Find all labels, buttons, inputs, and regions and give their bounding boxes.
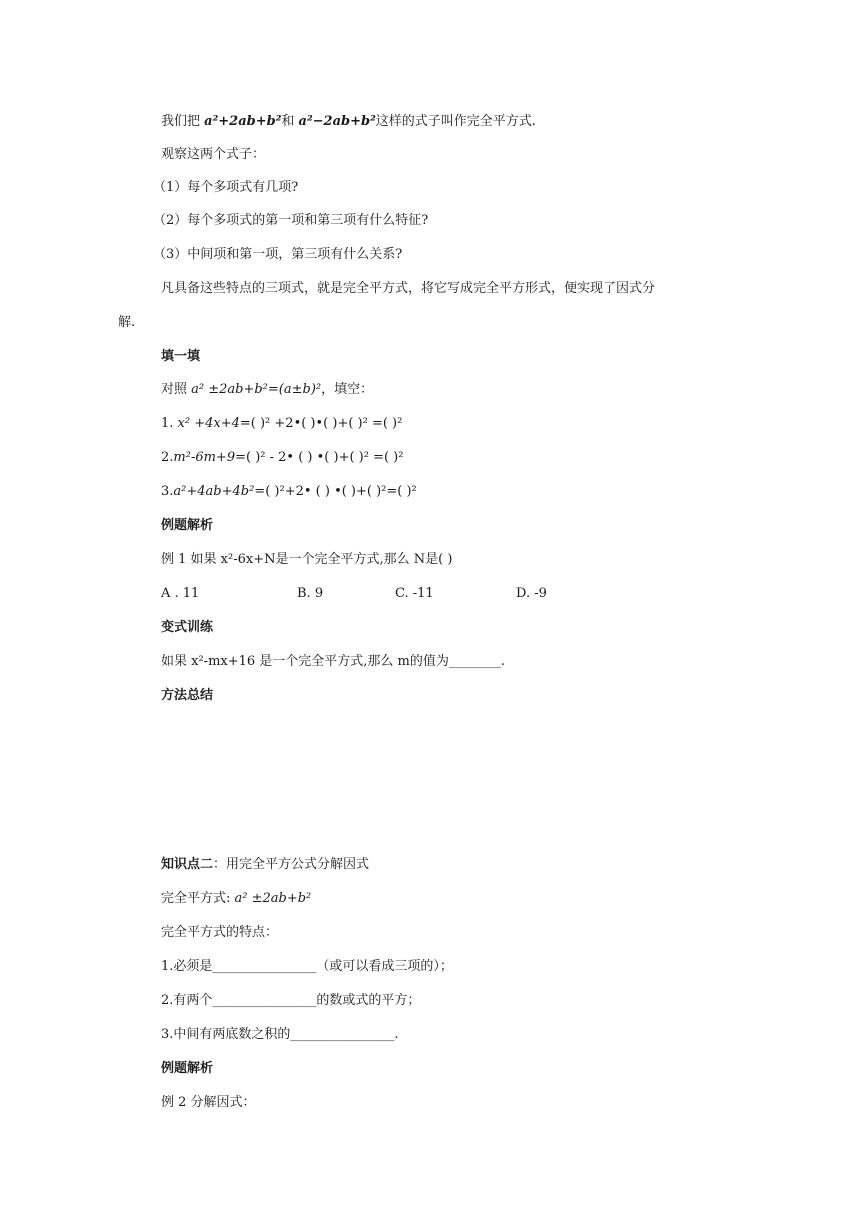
- feature-2: 2.有两个________________的数或式的平方；: [161, 993, 421, 1008]
- option-a: A . 11: [161, 586, 200, 601]
- fill-item-expr: x² +4x+4=: [177, 416, 251, 431]
- fill-item-expr: m²-6m+9=: [173, 450, 246, 465]
- option-c: C. -11: [395, 586, 434, 601]
- fill-intro: [161, 380, 373, 400]
- question-1: （1）每个多项式有几项?: [153, 180, 299, 195]
- fill-item-2: [161, 448, 403, 468]
- definition-label: 完全平方式:: [161, 891, 235, 906]
- intro-prefix: 我们把: [161, 114, 205, 129]
- expr-minus: a²−2ab+b²: [298, 114, 376, 129]
- expr-plus: a²+2ab+b²: [204, 114, 282, 129]
- knowledge2-heading: [161, 855, 369, 875]
- example2-heading: 例题解析: [161, 1061, 214, 1076]
- method-heading: 方法总结: [161, 688, 214, 703]
- fill-formula: a² ±2ab+b²=(a±b)²: [191, 382, 322, 397]
- feature-3: 3.中间有两底数之积的________________.: [161, 1027, 399, 1042]
- conclusion-line-1: 凡具备这些特点的三项式，就是完全平方式，将它写成完全平方形式，便实现了因式分: [161, 281, 656, 296]
- fill-item-lead: 2.: [161, 450, 174, 465]
- fill-item-blanks: ( )² +2•( )•( )+( )² =( )²: [250, 416, 403, 431]
- question-3: （3）中间项和第一项，第三项有什么关系?: [153, 247, 403, 262]
- variant-heading: 变式训练: [161, 620, 214, 635]
- fill-item-blanks: ( )² - 2• ( ) •( )+( )² =( )²: [246, 450, 404, 465]
- option-d: D. -9: [516, 586, 547, 601]
- intro-mid: 和: [281, 114, 299, 129]
- features-title: 完全平方式的特点：: [161, 925, 279, 940]
- fill-item-blanks: ( )²+2• ( ) •( )+( )²=( )²: [265, 484, 417, 499]
- definition-expr: a² ±2ab+b²: [234, 891, 312, 906]
- knowledge2-heading-rest: ：用完全平方公式分解因式: [213, 857, 370, 872]
- fill-intro-prefix: 对照: [161, 382, 192, 397]
- fill-item-lead: 1.: [161, 416, 178, 431]
- variant-question: 如果 x²-mx+16 是一个完全平方式,那么 m的值为________.: [161, 654, 506, 669]
- intro-suffix: 这样的式子叫作完全平方式.: [375, 114, 536, 129]
- option-b: B. 9: [297, 586, 324, 601]
- fill-item-1: [161, 414, 402, 434]
- conclusion-line-2: 解.: [118, 315, 136, 330]
- intro-paragraph: [161, 112, 536, 132]
- example1-question: 例 1 如果 x²-6x+N是一个完全平方式,那么 N是( ): [161, 552, 453, 567]
- question-2: （2）每个多项式的第一项和第三项有什么特征?: [153, 213, 429, 228]
- fill-item-lead: 3.: [161, 484, 174, 499]
- example1-heading: 例题解析: [161, 518, 214, 533]
- fill-item-3: [161, 482, 417, 502]
- fill-heading: 填一填: [161, 349, 201, 364]
- example2-question: 例 2 分解因式：: [161, 1095, 256, 1110]
- example1-options: [161, 584, 547, 604]
- fill-item-expr: a²+4ab+4b²=: [173, 484, 266, 499]
- fill-intro-suffix: ，填空：: [321, 382, 374, 397]
- observe-text: 观察这两个式子：: [161, 147, 266, 162]
- knowledge2-heading-bold: 知识点二: [161, 857, 214, 872]
- feature-1: 1.必须是________________（或可以看成三项的）；: [161, 959, 453, 974]
- definition-line: [161, 889, 311, 909]
